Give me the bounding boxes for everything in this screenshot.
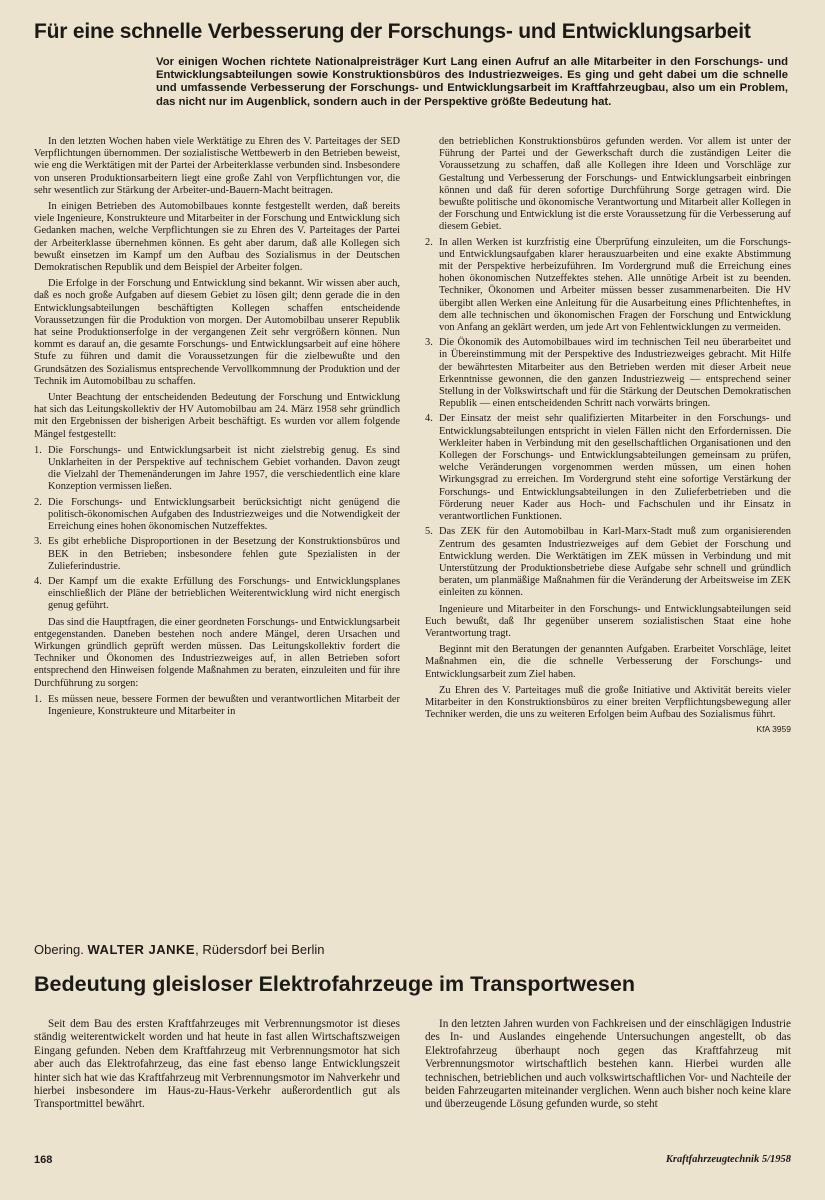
paragraph: Unter Beachtung der entscheidenden Bedeutung der Forschung und Entwicklung hat sich das Leitungskollektiv der HV Automobilbau am 24. März 1958 sehr gründlich mit den Ergebnissen der bisherigen Arbeit beschäftigt. Es wurden vor allem folgende Mängel festgestellt: [34,392,400,440]
paragraph: Seit dem Bau des ersten Kraftfahrzeuges mit Verbrennungsmotor ist dieses ständig weiterentwickelt worden und hat heute in fast allen Wirtschaftszweigen Eingang gefunden. Neben dem Kraftfahrzeug mit Verbrennungsmotor hat sich aber auch das Elektrofahrzeug, das eine fast ebenso lange Entwicklungszeit hinter sich hat wie das Kraftfahrzeug mit Verbrennungsmotor im Nahverkehr und hierbei insbesondere im Haus-zu-Haus-Verkehr außerordentlich gut als Transportmittel bewährt. [34,1018,400,1111]
list-item: 3. Die Ökonomik des Automobilbaues wird im technischen Teil neu überarbeitet und in Übereinstimmung mit der Perspektive des Industriezweiges gebracht. Mit Hilfe der bewährtesten Mitarbeiter aus den Betrieben werden mit dieser Arbeit neue Erkenntnisse gewonnen, die den ganzen Industriezweig — entsprechend seiner Stellung in der Volkswirtschaft und für die Stärkung der Deutschen Demokratischen Republik — einen entscheidenden Schritt nach vorwärts bringen. [425,337,791,410]
author-line [34,942,324,957]
author-name: WALTER JANKE [87,942,196,957]
left-column [34,136,400,722]
list-item: den betrieblichen Konstruktionsbüros gefunden werden. Vor allem ist unter der Führung der Partei und der Gewerkschaft durch die zuständigen Leiter die Voraussetzung zu schaffen, daß alle Kollegen ihre Ideen und Vorschläge zur Gestaltung und Verbesserung der Forschungs- und Entwicklungsarbeit einbringen können und daß für deren sofortige Durchführung Sorge getragen wird. Die bewußte politische und ökonomische Verantwortung und Mitarbeit aller Kollegen in der Forschung und Entwicklung ist die erste Voraussetzung für die Verbesserung auf diesem Gebiet. [439,136,791,233]
defects-list [34,445,400,613]
list-item: 1. Die Forschungs- und Entwicklungsarbeit ist nicht zielstrebig genug. Es sind Unklarheiten in der Perspektive auf technischem Gebiet vorhanden. Davon zeugt die Vielzahl der Themenänderungen im Jahre 1957, die verschiedentlich eine klare Konzeption vermissen ließen. [34,444,400,493]
list-item: 5. Das ZEK für den Automobilbau in Karl-Marx-Stadt muß zum organisierenden Zentrum des gesamten Industriezweiges auf dem Gebiet der Forschung und Entwicklung werden. Die Werktätigen im ZEK müssen in Verbindung und mit Unterstützung der Produktionsbetriebe diese Aufgabe sehr schnell und gründlich beraten, um planmäßige Maßnahmen für die Veränderung der Arbeitsweise im ZEK einleiten zu können. [425,526,791,599]
article-code: KfA 3959 [756,724,791,735]
author-title: Obering. [34,942,84,957]
list-item: 2. Die Forschungs- und Entwicklungsarbeit berücksichtigt nicht genügend die politisch-ökonomischen Aufgaben des Industriezweiges und die Notwendigkeit der Erreichung eines hohen ökonomischen Nutzeffektes. [34,496,400,533]
paragraph: In den letzten Wochen haben viele Werktätige zu Ehren des V. Parteitages der SED Verpflichtungen übernommen. Der sozialistische Wettbewerb in den Betrieben beweist, wie eng die Werktätigen mit der Partei der Arbeiterklasse verbunden sind. Insbesondere von unseren Produktionsarbeitern liegt eine große Zahl von Verpflichtungen vor, die sehr wesentlich zur Stärkung der Arbeiter-und-Bauern-Macht beitragen. [34,136,400,196]
right-column [425,136,791,736]
measures-list-start [34,694,400,718]
article2-right-column [425,1018,791,1116]
paragraph: In den letzten Jahren wurden von Fachkreisen und der einschlägigen Industrie des In- und Auslandes eingehende Untersuchungen angestellt, ob das Elektrofahrzeug überhaupt noch gegen das Kraftfahrzeug mit Verbrennungsmotor wirtschaftlich bestehen kann. Hierbei wurden alle technischen, betrieblichen und auch volkswirtschaftlichen Vor- und Nachteile der beiden Fahrzeugarten miteinander verglichen. Wenn auch bisher noch keine klare und überzeugende Lösung gefunden wurde, so steht [425,1018,791,1111]
paragraph: Zu Ehren des V. Parteitages muß die große Initiative und Aktivität bereits vieler Mitarbeiter in den Konstruktionsbüros zu einer breiten Verpflichtungsbewegung aller Techniker werden, die uns zu weiteren Erfolgen beim Aufbau des Sozialismus führt. [425,684,791,721]
list-item: 4. Der Einsatz der meist sehr qualifizierten Mitarbeiter in den Forschungs- und Entwicklungsabteilungen entspricht in vielen Fällen nicht den Erfordernissen. Die Werkleiter haben in Verbindung mit den gesellschaftlichen Organisationen und den Kollegen der Forschungs- und Entwicklungsabteilungen gemeinsam zu prüfen, welche Veränderungen vorgenommen werden müssen, um einen hohen Wirkungsgrad zu erreichen. Im Vordergrund steht eine sofortige Verstärkung der Forschungs- und Entwicklungsabteilungen in den Zulieferbetrieben und die Förderung neuer Kader aus Hoch- und Fachschulen und ihr Einsatz in verantwortlichen Funktionen. [425,413,791,523]
article2-title: Bedeutung gleisloser Elektrofahrzeuge im Transportwesen [34,972,635,996]
article2-left-column [34,1018,400,1116]
paragraph: In einigen Betrieben des Automobilbaues konnte festgestellt werden, daß bereits viele Ingenieure, Konstrukteure und Mitarbeiter in der Forschung und Entwicklung sich Gedanken machen, welche Verpflichtungen sie zu Ehren des V. Parteitages der Partei der Arbeiterklasse übernehmen können. Es geht aber darum, daß alle Kollegen sich bewußt einsetzen im Kampf um den Aufbau des Sozialismus in der Deutschen Demokratischen Republik und dem Beispiel der Arbeiter folgen. [34,201,400,274]
paragraph: Das sind die Hauptfragen, die einer geordneten Forschungs- und Entwicklungsarbeit entgegenstanden. Daneben bestehen noch andere Mängel, deren Ursachen und Wirkungen gründlich geprüft werden müssen. Das Leitungskollektiv fordert die Techniker und Ökonomen des Industriezweiges auf, in allen Betrieben sofort entsprechend den Hinweisen folgende Maßnahmen zu beraten, einzuleiten und für ihre Durchführung zu sorgen: [34,616,400,689]
measures-list [425,136,791,600]
list-item: 2. In allen Werken ist kurzfristig eine Überprüfung einzuleiten, um die Forschungs- und Entwicklungsaufgaben klarer herauszuarbeiten und eine exakte Abstimmung mit der Perspektive herbeizuführen. Im Vordergrund muß die Erreichung eines hohen ökonomischen Nutzeffektes stehen. Alle unnötige Arbeit ist zu beenden. Techniker, Ökonomen und Arbeiter müssen besser zusammenarbeiten. Die HV übergibt allen Werken eine Anleitung für die Ausarbeitung eines Pflichtenheftes, in dem alle technischen und ökonomischen Fragen der Forschung und Entwicklung von Anfang an geklärt werden, um jede Art von Fehlentwicklungen zu vermeiden. [425,236,791,334]
list-item: 1. Es müssen neue, bessere Formen der bewußten und verantwortlichen Mitarbeit der Ingenieure, Konstrukteure und Mitarbeiter in [34,693,400,717]
article-title: Für eine schnelle Verbesserung der Forschungs- und Entwicklungsarbeit [34,20,751,43]
paragraph: Ingenieure und Mitarbeiter in den Forschungs- und Entwicklungsabteilungen seid Euch bewußt, daß Ihr gegenüber unserem sozialistischen Staat eine hohe Verantwortung tragt. [425,603,791,639]
author-place: , Rüdersdorf bei Berlin [195,942,325,957]
page-number: 168 [34,1154,53,1166]
paragraph: Beginnt mit den Beratungen der genannten Aufgaben. Erarbeitet Vorschläge, leitet Maßnahmen ein, die die schnelle Verbesserung der Forschungs- und Entwicklungsarbeit zum Ziel haben. [425,644,791,680]
paragraph: Die Erfolge in der Forschung und Entwicklung sind bekannt. Wir wissen aber auch, daß es noch große Aufgaben auf diesem Gebiet zu lösen gilt; denn gerade die in den Entwicklungsabteilungen beschäftigten Kollegen schaffen entscheidende Voraussetzungen für die Produktion von morgen. Der Automobilbau unserer Republik hat seine Produktionserfolge in der vergangenen Zeit sehr vergrößern können. Nun kommt es darauf an, die gesamte Forschungs- und Entwicklungsarbeit auf eine höhere Stufe zu führen und damit die Voraussetzungen für die zielbewußte und den Grundsätzen des Sozialismus entsprechende Vervollkommnung der Produktion und der Technik im Automobilbau zu schaffen. [34,278,400,387]
list-item: 3. Es gibt erhebliche Disproportionen in der Besetzung der Konstruktionsbüros und BEK in den Betrieben; insbesondere fehlen gute Spezialisten in der Zulieferindustrie. [34,536,400,572]
journal-footer: Kraftfahrzeugtechnik 5/1958 [665,1154,791,1165]
list-item: 4. Der Kampf um die exakte Erfüllung des Forschungs- und Entwicklungsplanes einschließlich der Pläne der betrieblichen Weiterentwicklung wird nicht energisch genug geführt. [34,575,400,612]
article-lead: Vor einigen Wochen richtete Nationalpreisträger Kurt Lang einen Aufruf an alle Mitarbeiter in den Forschungs- und Entwicklungsabteilungen sowie Konstruktionsbüros des Industriezweiges. Es ging und geht dabei um die schnelle und umfassende Verbesserung der Forschungs- und Entwicklungsarbeit im Kraftfahrzeugbau, also um ein Problem, das nicht nur im Augenblick, sondern auch in der Perspektive größte Bedeutung hat. [156,56,788,108]
